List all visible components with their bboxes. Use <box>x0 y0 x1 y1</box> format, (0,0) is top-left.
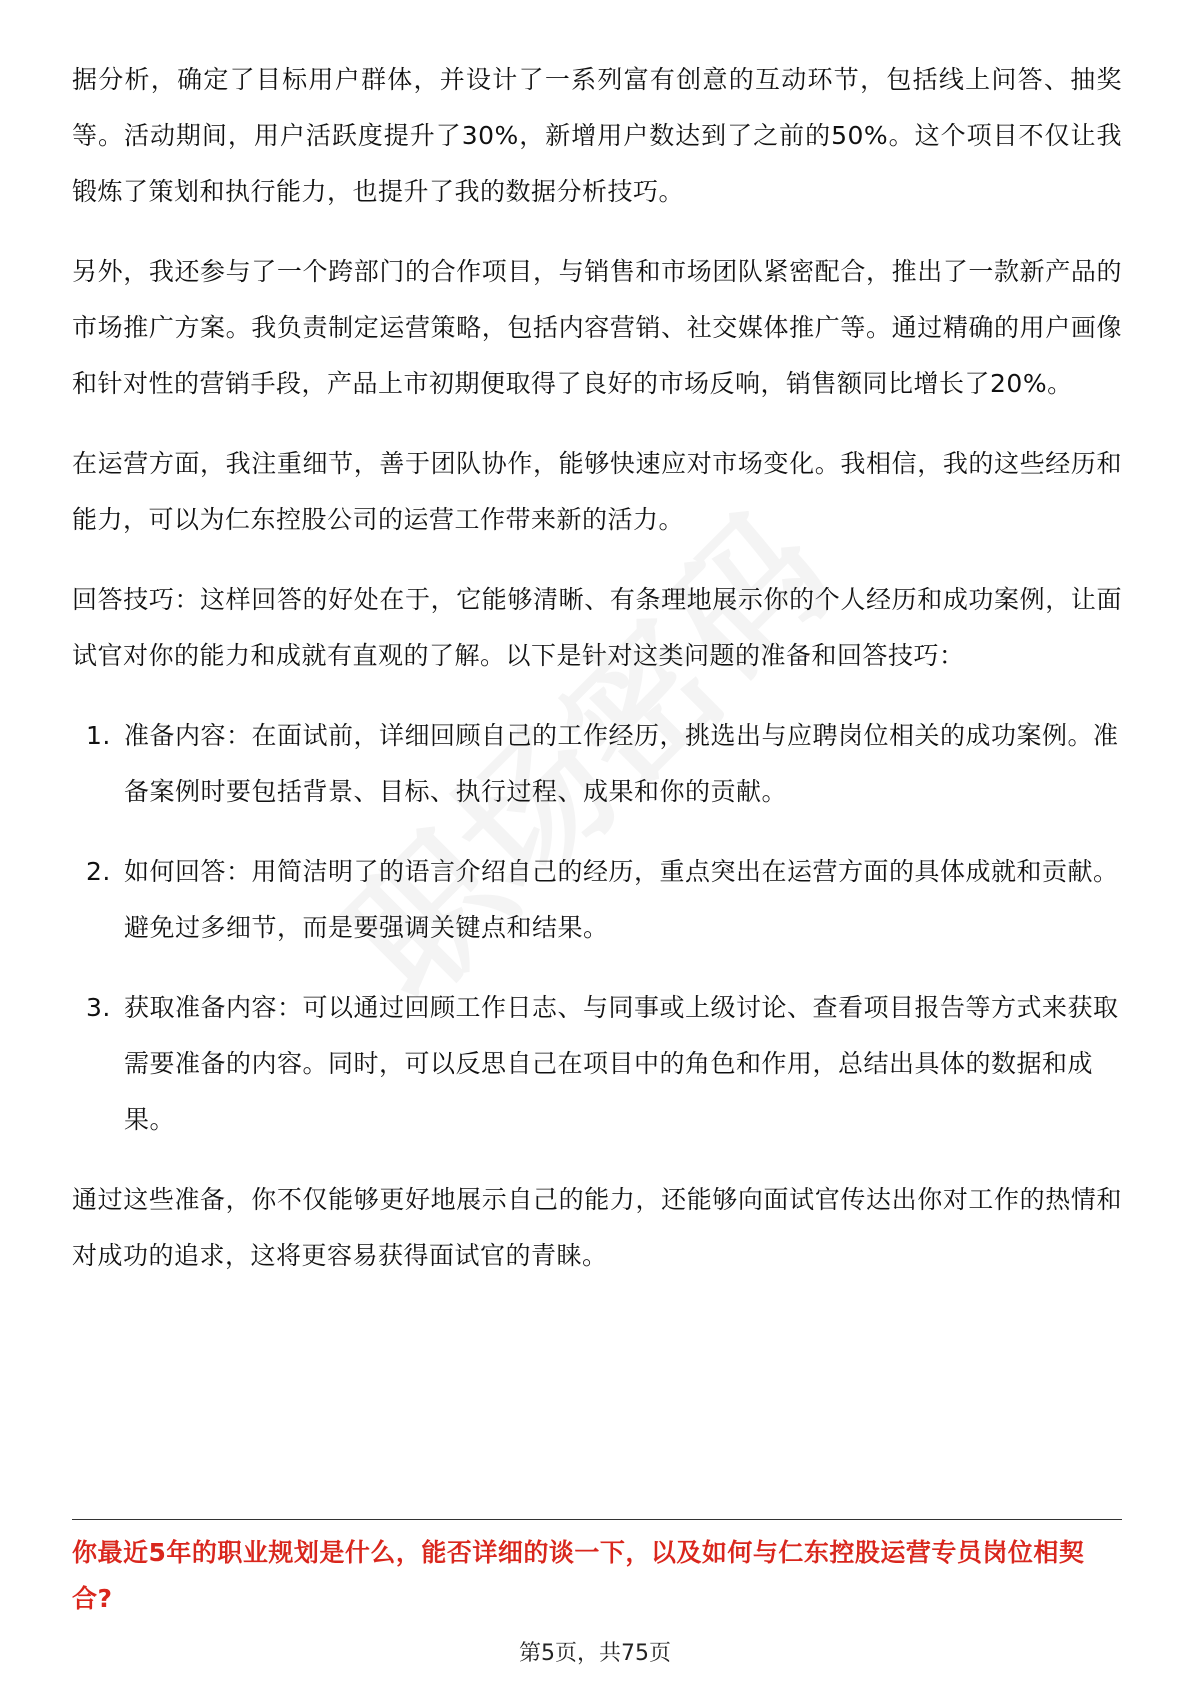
list-item-text: 获取准备内容：可以通过回顾工作日志、与同事或上级讨论、查看项目报告等方式来获取需要准备的内容。同时，可以反思自己在项目中的角色和作用，总结出具体的数据和成果。 <box>124 993 1119 1134</box>
list-item <box>72 980 1122 1148</box>
list-item-number: 3. <box>86 993 111 1022</box>
paragraph-closing: 通过这些准备，你不仅能够更好地展示自己的能力，还能够向面试官传达出你对工作的热情和对成功的追求，这将更容易获得面试官的青睐。 <box>72 1185 1122 1270</box>
list-item-text: 如何回答：用简洁明了的语言介绍自己的经历，重点突出在运营方面的具体成就和贡献。避免过多细节，而是要强调关键点和结果。 <box>124 857 1119 942</box>
paragraph-answer-tips-intro: 回答技巧：这样回答的好处在于，它能够清晰、有条理地展示你的个人经历和成功案例，让面试官对你的能力和成就有直观的了解。以下是针对这类问题的准备和回答技巧： <box>72 585 1122 670</box>
next-question-heading: 你最近5年的职业规划是什么，能否详细的谈一下，以及如何与仁东控股运营专员岗位相契合? <box>72 1538 1085 1613</box>
list-item-text: 准备内容：在面试前，详细回顾自己的工作经历，挑选出与应聘岗位相关的成功案例。准备案例时要包括背景、目标、执行过程、成果和你的贡献。 <box>124 721 1119 806</box>
section-divider <box>72 1519 1122 1520</box>
list-item-number: 2. <box>86 857 111 886</box>
page-number-footer: 第5页，共75页 <box>519 1641 671 1666</box>
paragraph-cross-department: 另外，我还参与了一个跨部门的合作项目，与销售和市场团队紧密配合，推出了一款新产品的市场推广方案。我负责制定运营策略，包括内容营销、社交媒体推广等。通过精确的用户画像和针对性的营销手段，产品上市初期便取得了良好的市场反响，销售额同比增长了20%。 <box>72 257 1122 398</box>
list-item <box>72 708 1122 820</box>
tips-list <box>72 708 1122 1148</box>
list-item <box>72 844 1122 956</box>
list-item-number: 1. <box>86 721 111 750</box>
answer-content <box>72 52 1122 1308</box>
paragraph-operations-strength: 在运营方面，我注重细节，善于团队协作，能够快速应对市场变化。我相信，我的这些经历和能力，可以为仁东控股公司的运营工作带来新的活力。 <box>72 449 1122 534</box>
paragraph-project-result: 据分析，确定了目标用户群体，并设计了一系列富有创意的互动环节，包括线上问答、抽奖等。活动期间，用户活跃度提升了30%，新增用户数达到了之前的50%。这个项目不仅让我锻炼了策划和执行能力，也提升了我的数据分析技巧。 <box>72 65 1122 206</box>
